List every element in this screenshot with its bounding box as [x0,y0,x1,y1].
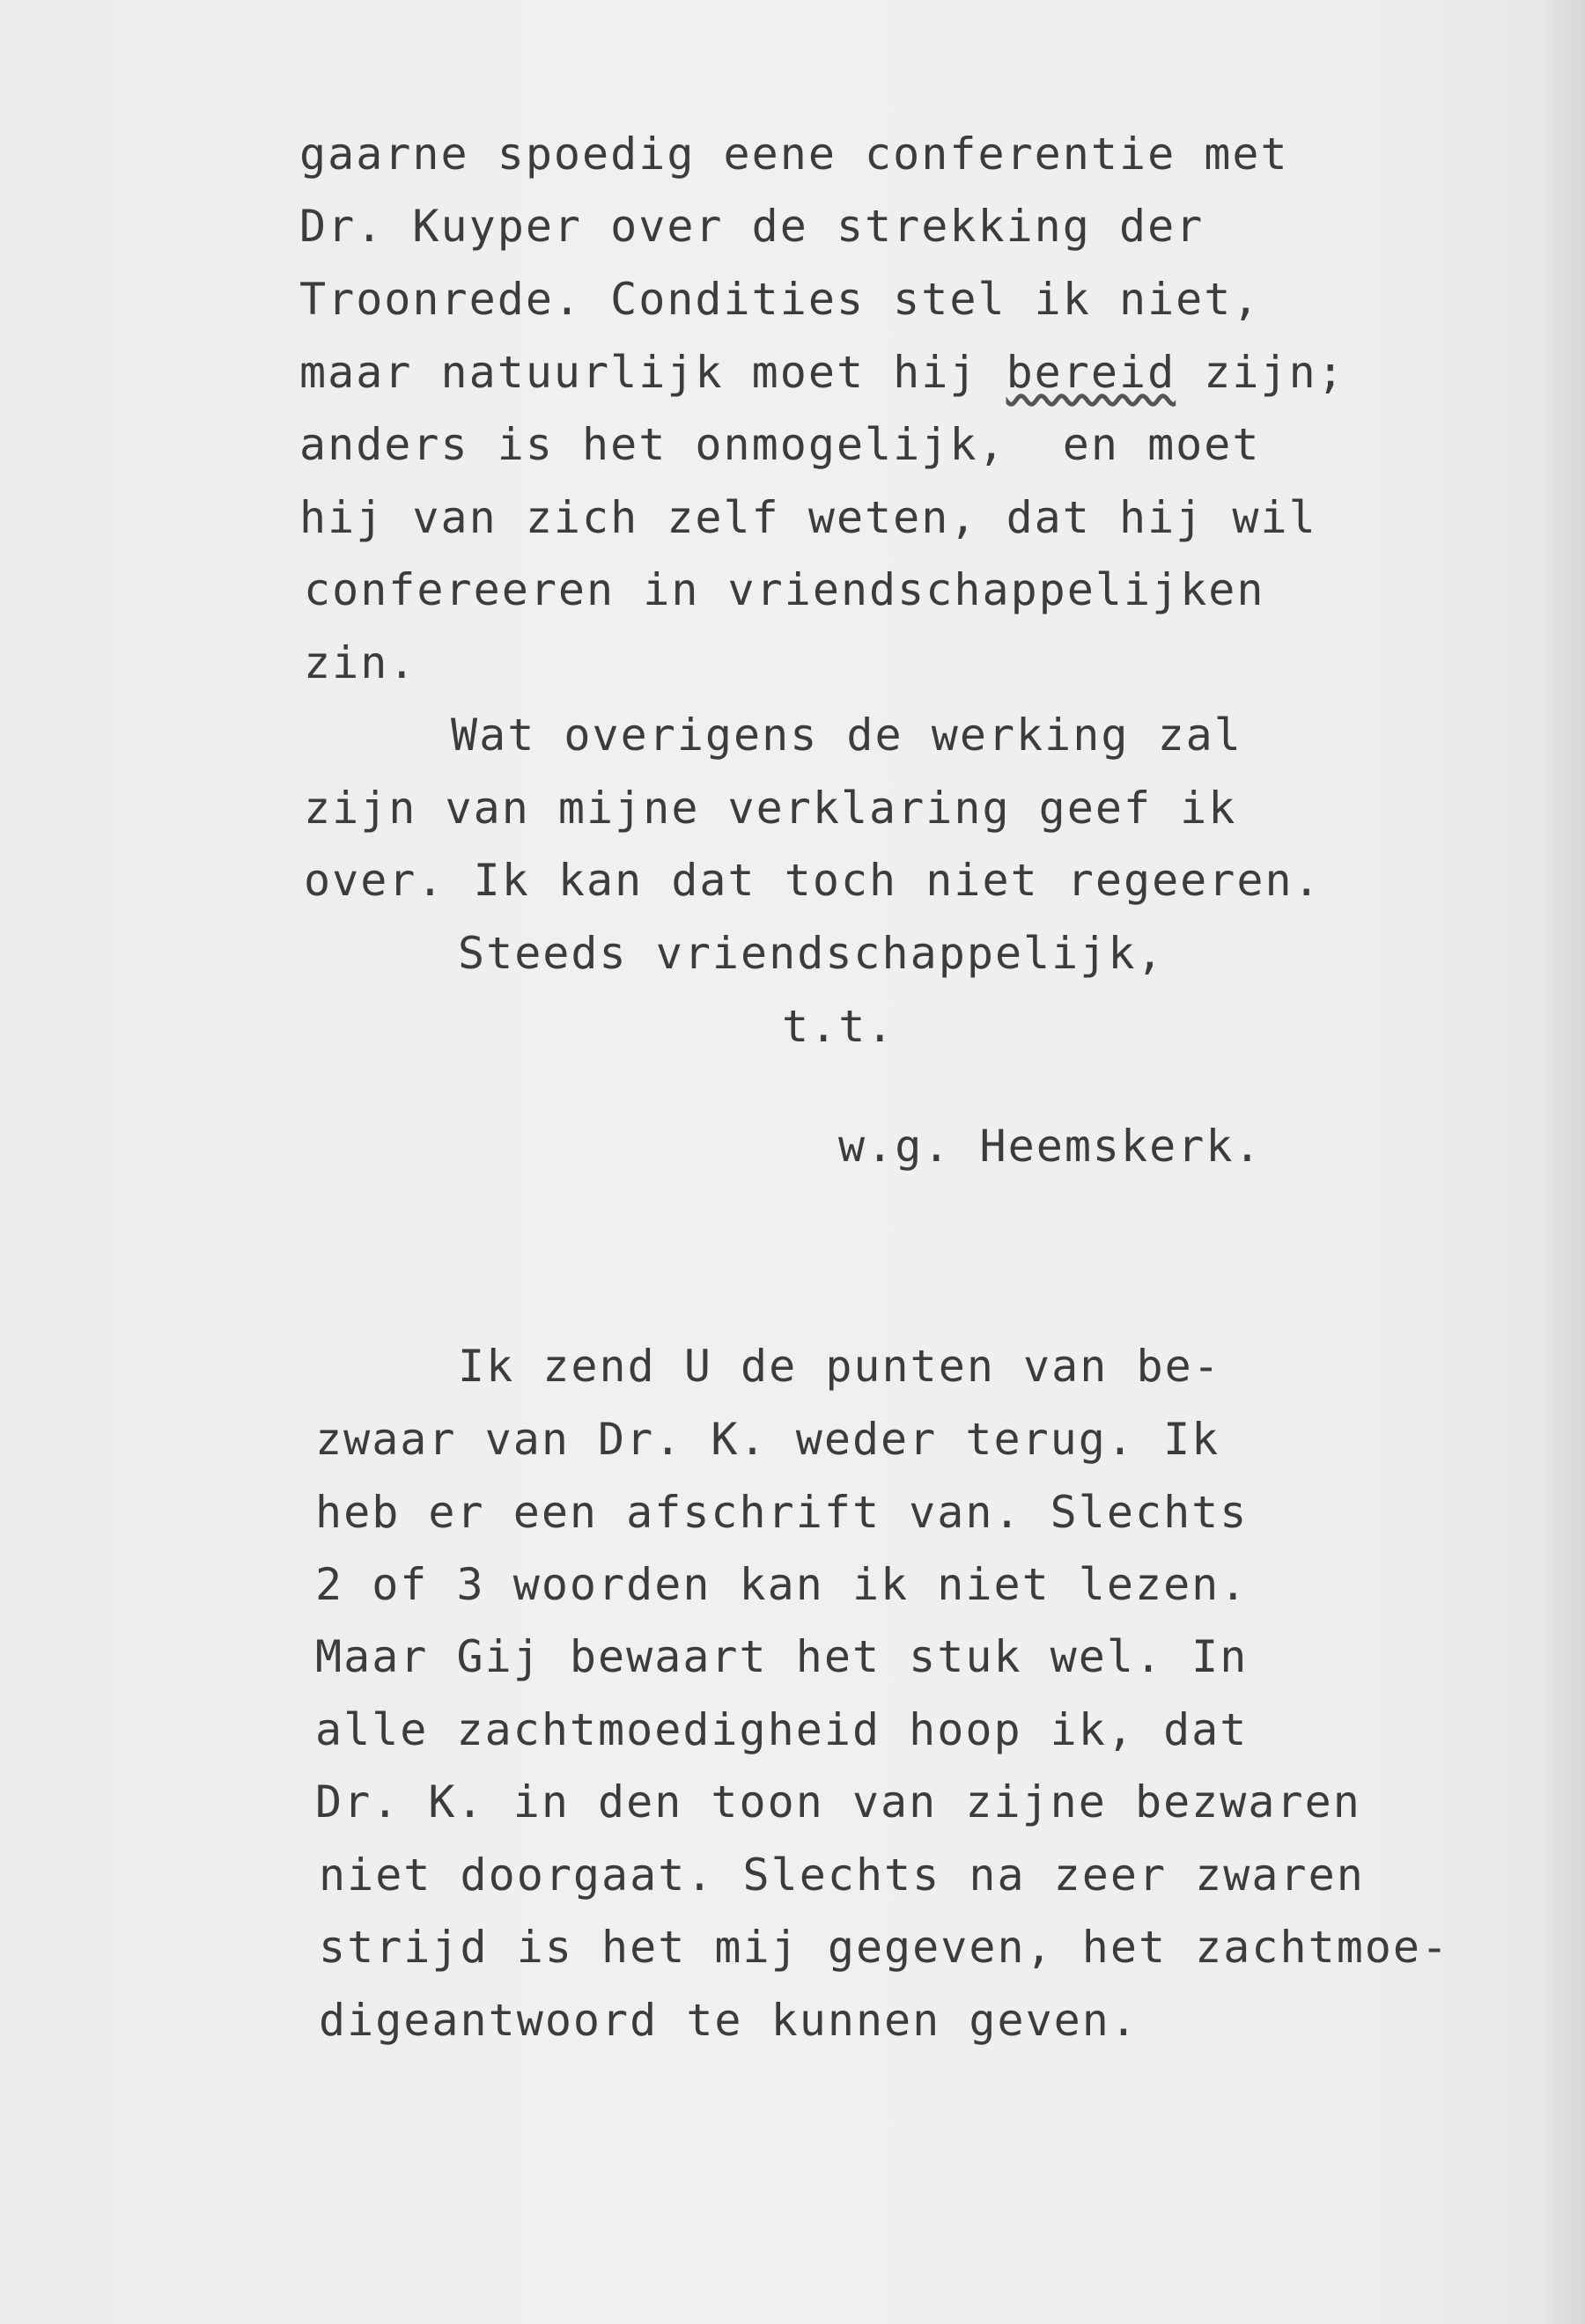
text-line [299,346,1345,399]
page-edge-shadow [1544,0,1585,2324]
text-line: alle zachtmoedigheid hoop ik, dat [315,1704,1249,1755]
text-line-start: maar natuurlijk moet hij [299,347,978,398]
underlined-word: bereid [1006,347,1176,398]
text-line: heb er een afschrift van. Slechts [315,1487,1249,1538]
text-line: 2 of 3 woorden kan ik niet lezen. [315,1559,1249,1610]
text-line: confereeren in vriendschappelijken [304,564,1265,615]
text-line: Dr. K. in den toon van zijne bezwaren [315,1776,1361,1828]
text-line: gaarne spoedig eene conferentie met [299,129,1289,180]
tt-line: t.t. [782,1001,896,1052]
text-line: niet doorgaat. Slechts na zeer zwaren [319,1850,1365,1901]
text-line: zin. [304,637,417,688]
text-line: Wat overigens de werking zal [451,710,1242,761]
text-line: strijd is het mij gegeven, het zachtmoe- [319,1922,1450,1973]
text-line: anders is het onmogelijk, en moet [299,419,1261,470]
closing-line: Steeds vriendschappelijk, [458,928,1165,979]
text-line-end: zijn; [1176,347,1345,398]
text-line: Ik zend U de punten van be- [458,1341,1221,1392]
text-line: Troonrede. Condities stel ik niet, [299,274,1261,325]
text-line: digeantwoord te kunnen geven. [319,1995,1139,2046]
text-line: hij van zich zelf weten, dat hij wil [299,492,1317,543]
text-line: Dr. Kuyper over de strekking der [299,201,1205,252]
text-line: Maar Gij bewaart het stuk wel. In [315,1631,1249,1682]
text-line: zwaar van Dr. K. weder terug. Ik [315,1414,1220,1465]
text-line: zijn van mijne verklaring geef ik [304,783,1237,834]
signature-line: w.g. Heemskerk. [838,1121,1263,1172]
text-line: over. Ik kan dat toch niet regeeren. [304,855,1322,906]
